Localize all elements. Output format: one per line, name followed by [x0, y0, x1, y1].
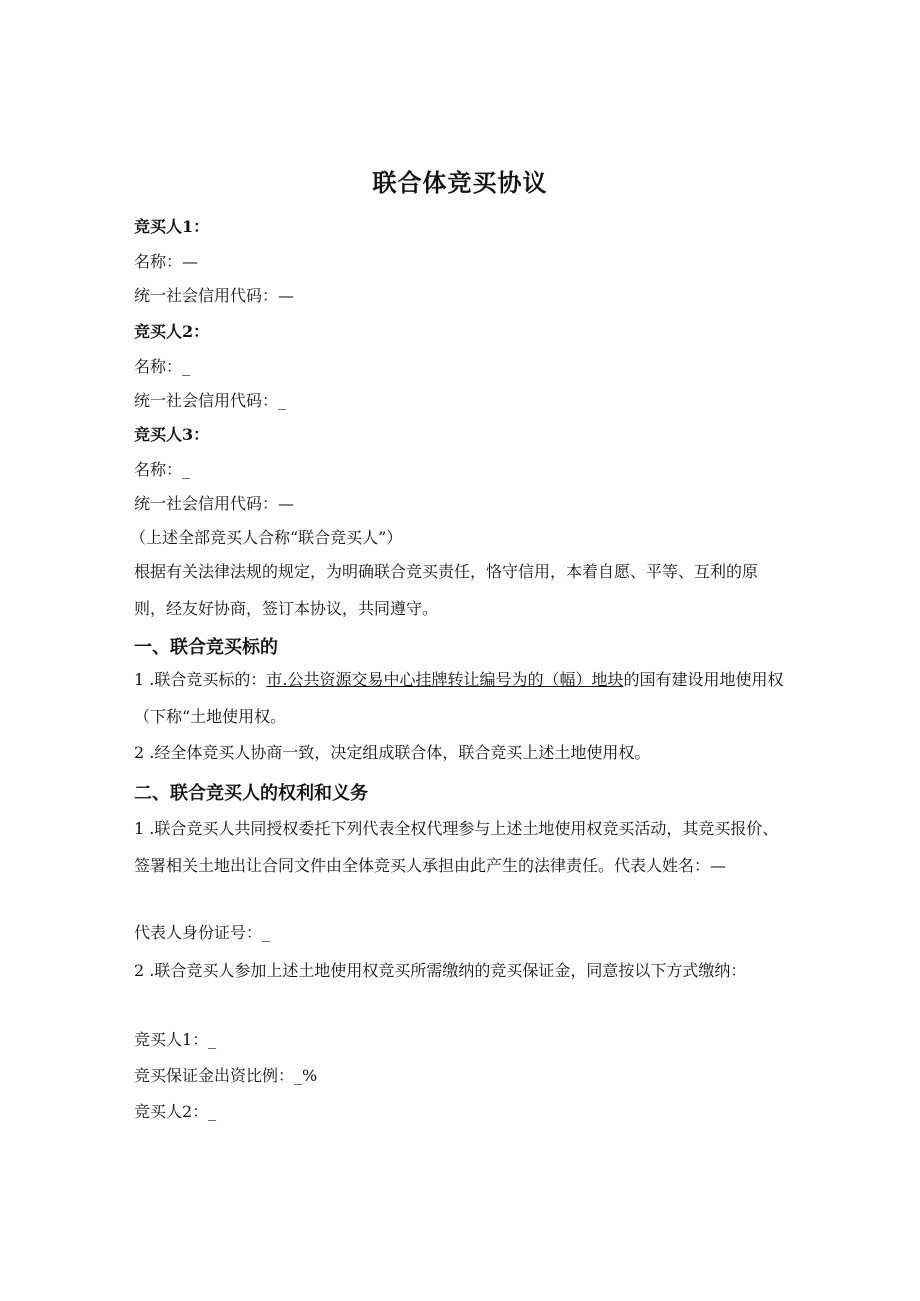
deposit-bidder2: 竞买人2：_: [134, 1102, 217, 1121]
bidder3-name: 名称：_: [134, 460, 191, 479]
bidder2-name: 名称：_: [134, 357, 191, 376]
section1-item1-suffix: 的国有建设用地使用权（下称“土地使用权。: [134, 670, 784, 726]
section2-item1: 1 .联合竞买人共同授权委托下列代表全权代理参与上述土地使用权竞买活动，其竞买报价、签署相关土地出让合同文件由全体竞买人承担由此产生的法律责任。代表人姓名：—: [134, 819, 779, 875]
bidder1-name: 名称：—: [134, 252, 199, 271]
section1-item1-target: 市.公共资源交易中心挂牌转让编号为的（幅）地块: [266, 670, 624, 689]
section1-item1-prefix: 1 .联合竞买标的：: [134, 670, 267, 689]
bidder2-credit-code: 统一社会信用代码：_: [134, 391, 287, 410]
bidder3-credit-code: 统一社会信用代码：—: [134, 494, 295, 513]
bidder1-label: 竞买人1：: [134, 217, 210, 236]
intro-paragraph: 根据有关法律法规的规定，为明确联合竞买责任，恪守信用，本着自愿、平等、互利的原则，经友好协商，签订本协议，共同遵守。: [134, 562, 759, 618]
bidder3-label: 竞买人3：: [134, 425, 210, 444]
deposit-ratio: 竞买保证金出资比例：_%: [134, 1066, 318, 1085]
section1-heading: 一、联合竞买标的: [134, 637, 278, 658]
section2-heading: 二、联合竞买人的权利和义务: [134, 783, 368, 804]
bidder1-credit-code: 统一社会信用代码：—: [134, 286, 295, 305]
deposit-bidder1: 竞买人1：_: [134, 1030, 217, 1049]
section1-item2: 2 .经全体竞买人协商一致，决定组成联合体，联合竞买上述土地使用权。: [134, 743, 651, 762]
page-title: 联合体竞买协议: [372, 169, 548, 197]
section1-item1: [134, 661, 789, 735]
section2-item2: 2 .联合竞买人参加上述土地使用权竞买所需缴纳的竞买保证金，同意按以下方式缴纳：: [134, 961, 747, 980]
bidder2-label: 竞买人2：: [134, 322, 210, 341]
representative-id: 代表人身份证号：_: [134, 923, 271, 942]
collective-note: （上述全部竞买人合称“联合竞买人”）: [130, 528, 403, 547]
